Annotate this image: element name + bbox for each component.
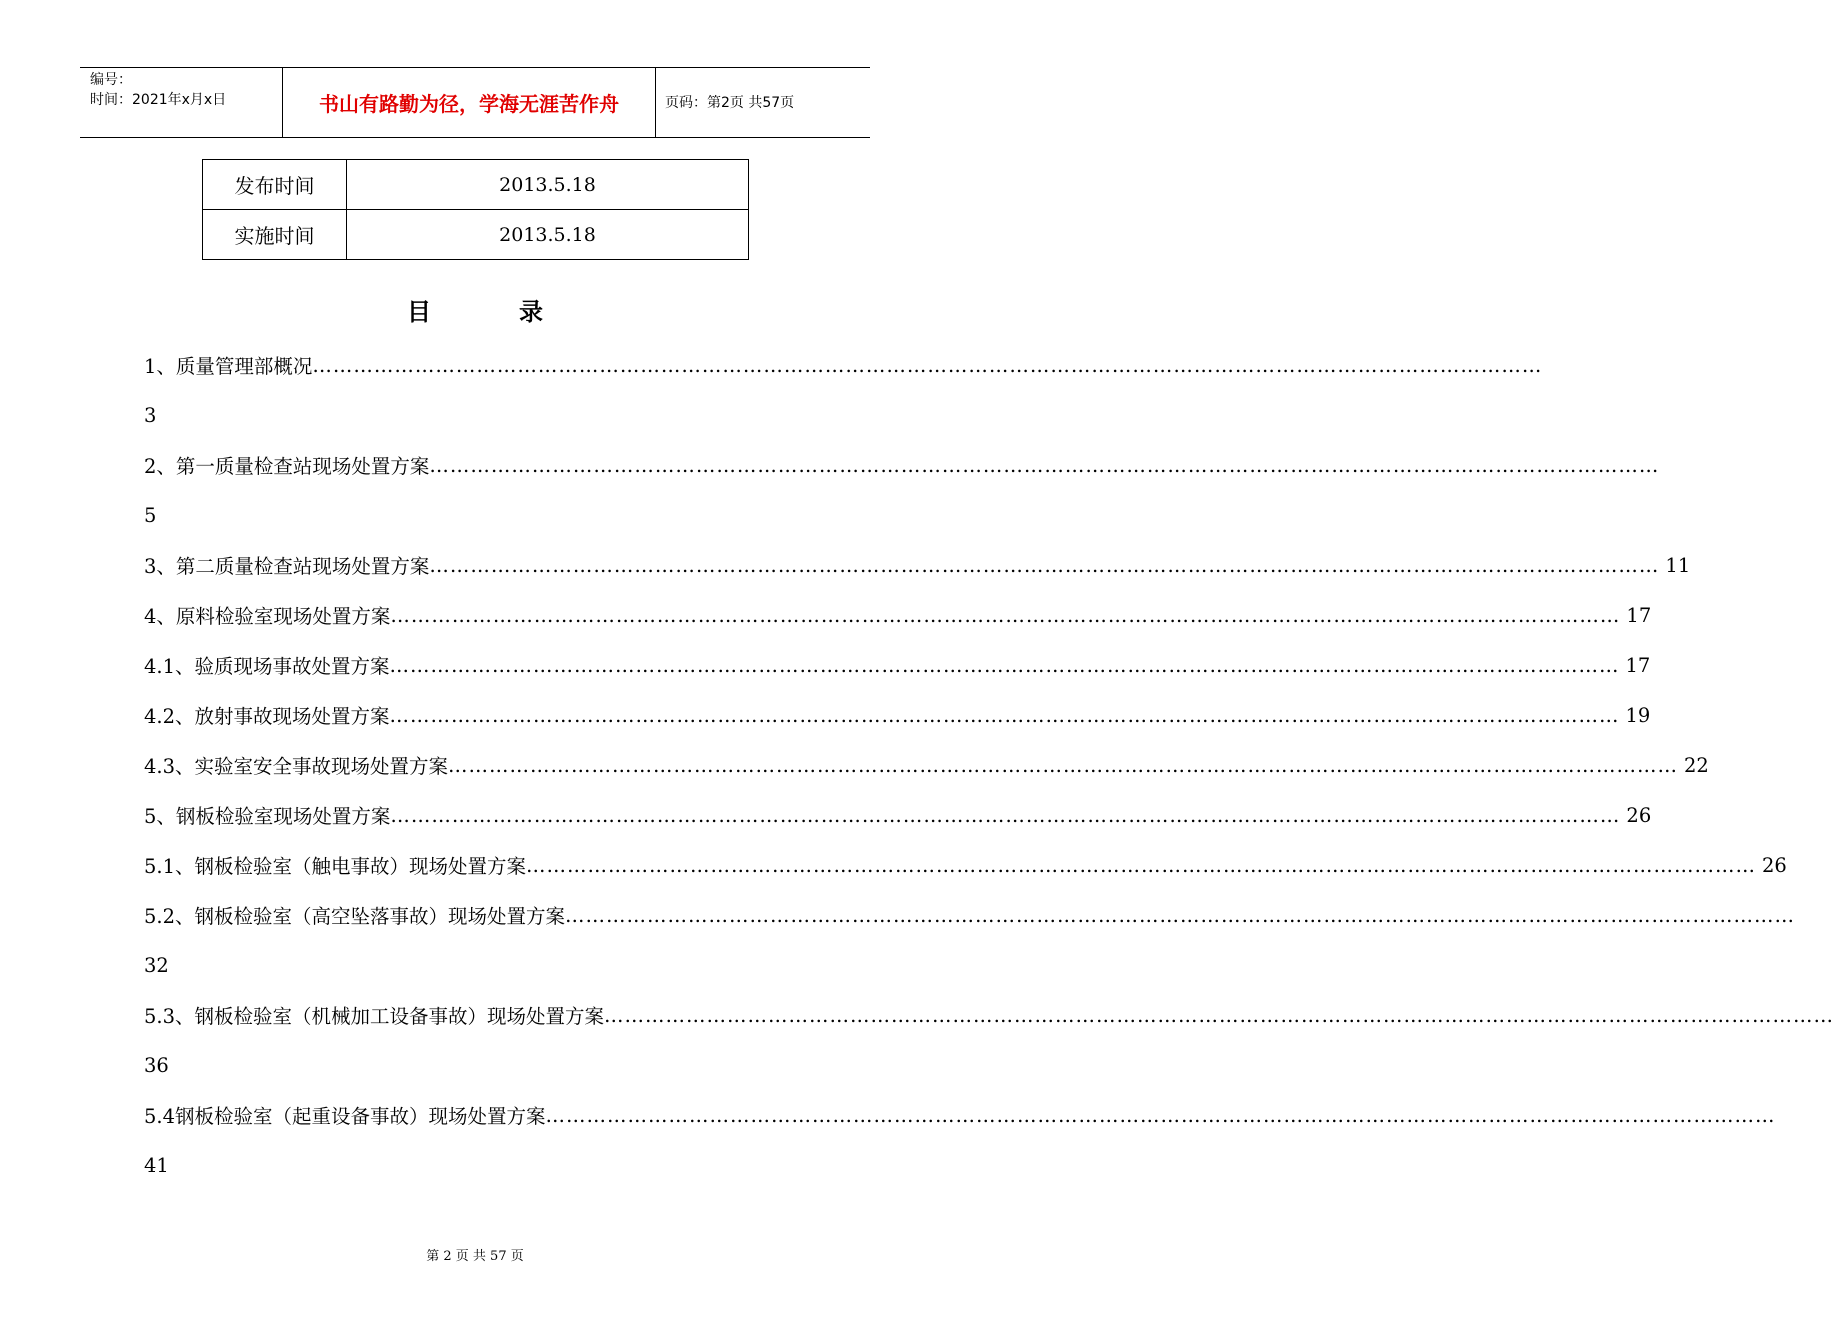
header-motto: 书山有路勤为径，学海无涯苦作舟: [319, 92, 619, 116]
toc-page-number: 26: [1626, 803, 1652, 827]
toc-leader-dots: ………………………………………………………………………………………………………………………………………………………………: [429, 453, 1660, 477]
publish-value: 2013.5.18: [347, 160, 749, 210]
toc-page-number: 5: [144, 503, 157, 527]
toc-page-number: 32: [144, 953, 169, 977]
implement-value: 2013.5.18: [347, 210, 749, 260]
toc-entry-title: 3、第二质量检查站现场处置方案: [144, 555, 430, 578]
toc-leader-dots: ………………………………………………………………………………………………………………………………………………………………: [448, 753, 1679, 777]
toc-leader-dots: ………………………………………………………………………………………………………………………………………………………………: [390, 803, 1621, 827]
toc-entry[interactable]: [144, 440, 1660, 490]
toc-entry[interactable]: [144, 840, 1787, 890]
toc-entry-continuation: [144, 490, 806, 540]
implement-label: 实施时间: [203, 210, 347, 260]
table-row: [203, 160, 749, 210]
toc-entry[interactable]: [144, 790, 1652, 840]
toc-entry[interactable]: [144, 990, 1834, 1040]
toc-page-number: 3: [144, 403, 157, 427]
toc-entry[interactable]: [144, 690, 1651, 740]
toc-leader-dots: ………………………………………………………………………………………………………………………………………………………………: [545, 1103, 1776, 1127]
table-of-contents: [144, 340, 1834, 1190]
toc-entry-title: 2、第一质量检查站现场处置方案: [144, 455, 430, 478]
toc-leader-dots: ………………………………………………………………………………………………………………………………………………………………: [565, 903, 1796, 927]
toc-title: 目录: [407, 297, 631, 326]
toc-page-number: 41: [144, 1153, 169, 1177]
header-divider: [655, 68, 656, 137]
toc-entry[interactable]: [144, 740, 1709, 790]
toc-page-number: 17: [1625, 653, 1651, 677]
toc-leader-dots: ………………………………………………………………………………………………………………………………………………………………: [390, 603, 1621, 627]
table-row: [203, 210, 749, 260]
toc-entry-continuation: [144, 1140, 806, 1190]
toc-entry[interactable]: [144, 340, 1543, 390]
header-page-info: 页码：第2页 共57页: [665, 95, 795, 111]
toc-page-number: 22: [1684, 753, 1709, 777]
number-label: 编号：: [90, 72, 132, 88]
header-meta: [80, 68, 282, 137]
toc-leader-dots: ………………………………………………………………………………………………………………………………………………………………: [526, 853, 1757, 877]
toc-leader-dots: ………………………………………………………………………………………………………………………………………………………………: [604, 1003, 1834, 1027]
toc-entry-title: 1、质量管理部概况: [144, 355, 313, 378]
toc-entry-continuation: [144, 1040, 806, 1090]
toc-page-number: 26: [1762, 853, 1787, 877]
toc-leader-dots: ………………………………………………………………………………………………………………………………………………………………: [389, 703, 1620, 727]
toc-page-number: 36: [144, 1053, 169, 1077]
toc-leader-dots: ………………………………………………………………………………………………………………………………………………………………: [389, 653, 1620, 677]
toc-page-number: 17: [1626, 603, 1652, 627]
toc-entry[interactable]: [144, 890, 1796, 940]
toc-page-number: 11: [1665, 553, 1691, 577]
publish-label: 发布时间: [203, 160, 347, 210]
toc-entry[interactable]: [144, 590, 1652, 640]
toc-entry-title: 5.2、钢板检验室（高空坠落事故）现场处置方案: [144, 905, 566, 928]
toc-entry-title: 4、原料检验室现场处置方案: [144, 605, 391, 628]
toc-entry-continuation: [144, 940, 806, 990]
page-header: [80, 67, 870, 138]
toc-entry-title: 4.1、验质现场事故处置方案: [144, 655, 390, 678]
publish-table: [202, 159, 749, 260]
toc-entry-continuation: [144, 390, 806, 440]
toc-page-number: 19: [1625, 703, 1651, 727]
toc-entry-title: 5.3、钢板检验室（机械加工设备事故）现场处置方案: [144, 1005, 605, 1028]
toc-entry[interactable]: [144, 540, 1691, 590]
toc-entry-title: 4.2、放射事故现场处置方案: [144, 705, 390, 728]
toc-entry[interactable]: [144, 1090, 1776, 1140]
toc-leader-dots: ………………………………………………………………………………………………………………………………………………………………: [429, 553, 1660, 577]
toc-entry-title: 5、钢板检验室现场处置方案: [144, 805, 391, 828]
toc-entry-title: 4.3、实验室安全事故现场处置方案: [144, 755, 449, 778]
toc-entry-title: 5.1、钢板检验室（触电事故）现场处置方案: [144, 855, 527, 878]
date-line: 时间：2021年x月x日: [90, 92, 227, 108]
page-footer: 第 2 页 共 57 页: [426, 1249, 524, 1264]
toc-entry[interactable]: [144, 640, 1651, 690]
toc-entry-title: 5.4钢板检验室（起重设备事故）现场处置方案: [144, 1105, 546, 1128]
toc-leader-dots: ………………………………………………………………………………………………………………………………………………………………: [312, 353, 1543, 377]
